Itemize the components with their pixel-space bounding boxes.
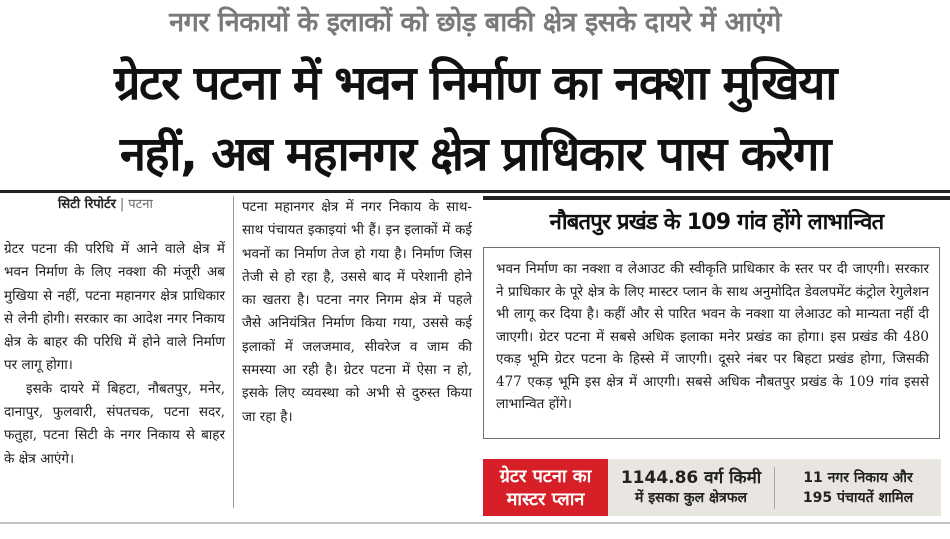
byline-reporter: सिटी रिपोर्टर	[58, 197, 116, 212]
sidebar-body: भवन निर्माण का नक्शा व लेआउट की स्वीकृति प्राधिकार के स्तर पर दी जाएगी। सरकार ने प्राधिकार के पूरे क्षेत्र के लिए मास्टर प्लान के साथ अनुमोदित डेवलपमेंट कंट्रोल रेगुलेशन भी लागू कर दिया है। कहीं और से पारित भवन के नक्शा या लेआउट को मान्यता नहीं दी जाएगी। ग्रेटर पटना में सबसे अधिक इलाका मनेर प्रखंड का होगा। इस प्रखंड की 480 एकड़ भूमि ग्रेटर पटना के हिस्से में जाएगी। दूसरे नंबर पर बिहटा प्रखंड होगा, जिसकी 477 एकड़ भूमि इस क्षेत्र में आएगी। सबसे अधिक नौबतपुर प्रखंड के 109 गांव इससे लाभान्वित होंगे।	[496, 261, 929, 412]
sidebar-box	[483, 247, 940, 439]
column-2-paragraph-1: पटना महानगर क्षेत्र में नगर निकाय के साथ-साथ पंचायत इकाइयां भी हैं। इन इलाकों में कई भवनों का निर्माण तेज हो गया है। निर्माण जिस तेजी से हो रहा है, उससे बाद में परेशानी होने का खतरा है। पटना नगर निगम क्षेत्र में पहले जैसे अनियंत्रित निर्माण किया गया, उससे कई इलाकों में जलजमाव, सीवरेज व जाम की समस्या आ रही है। ग्रेटर पटना में ऐसा न हो, इसके लिए व्यवस्था को अभी से दुरुस्त किया जा रहा है।	[242, 199, 472, 425]
sidebar-heading: नौबतपुर प्रखंड के 109 गांव होंगे लाभान्वित	[549, 210, 884, 235]
local-bodies-fact	[775, 459, 941, 516]
total-area-fact	[608, 459, 774, 516]
byline	[58, 194, 153, 212]
master-plan-label	[483, 459, 608, 516]
column-1-paragraph-1: ग्रेटर पटना की परिधि में आने वाले क्षेत्र में भवन निर्माण के लिए नक्शा की मंजूरी अब मुखिया से नहीं, पटना महानगर क्षेत्र प्राधिकार से लेनी होगी। सरकार का आदेश नगर निकाय क्षेत्र के बाहर की परिधि में होने वाले निर्माण पर लागू होगा।	[4, 241, 225, 374]
kicker-subheadline: नगर निकायों के इलाकों को छोड़ बाकी क्षेत्र इसके दायरे में आएंगे	[169, 7, 781, 38]
local-bodies-line-1: 11 नगर निकाय और	[803, 469, 913, 486]
byline-separator: |	[119, 197, 125, 212]
master-plan-label-line-2: मास्टर प्लान	[506, 488, 585, 510]
bottom-rule	[0, 522, 950, 524]
master-plan-factbar	[483, 459, 941, 516]
master-plan-label-line-1: ग्रेटर पटना का	[499, 465, 592, 487]
headline-line-1: ग्रेटर पटना में भवन निर्माण का नक्शा मुखिया	[113, 56, 837, 111]
headline-divider	[0, 190, 950, 193]
byline-location: पटना	[128, 197, 153, 212]
total-area-value: 1144.86 वर्ग किमी	[620, 467, 762, 488]
article-column-2	[242, 196, 472, 429]
total-area-caption: में इसका कुल क्षेत्रफल	[634, 489, 747, 506]
column-divider-1	[233, 196, 234, 508]
headline-line-2: नहीं, अब महानगर क्षेत्र प्राधिकार पास करेगा	[119, 127, 831, 182]
column-1-paragraph-2: इसके दायरे में बिहटा, नौबतपुर, मनेर, दानापुर, फुलवारी, संपतचक, पटना सदर, फतुहा, पटना सिटी के नगर निकाय से बाहर के क्षेत्र आएंगे।	[4, 380, 225, 467]
article-column-1	[4, 238, 225, 471]
local-bodies-line-2: 195 पंचायतें शामिल	[802, 489, 914, 506]
sidebar-top-rule	[483, 196, 950, 200]
